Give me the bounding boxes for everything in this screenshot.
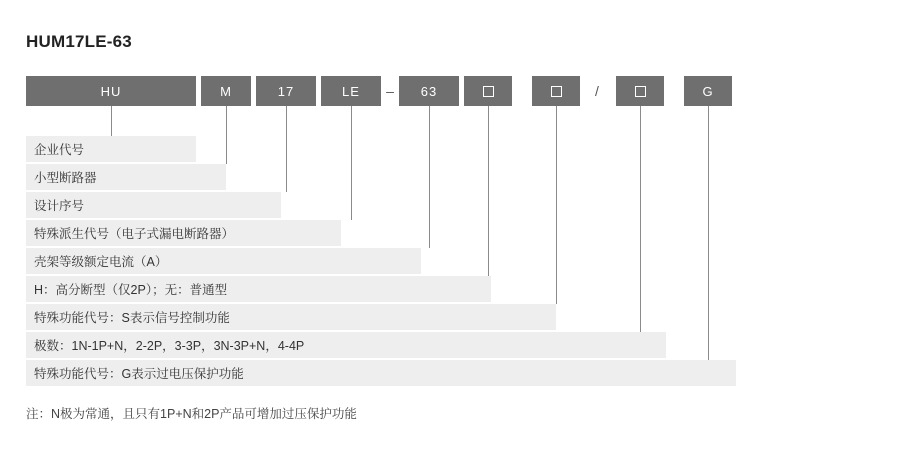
description-bar <box>26 136 196 162</box>
connector-line <box>429 106 430 248</box>
description-label: H：高分断型（仅2P）；无：普通型 <box>34 283 228 297</box>
connector-line <box>708 106 709 360</box>
description-bar <box>26 304 556 330</box>
connector-line <box>488 106 489 276</box>
connector-line <box>111 106 112 136</box>
description-label: 设计序号 <box>34 199 85 213</box>
square-icon <box>551 86 562 97</box>
code-separator: / <box>595 83 599 99</box>
description-label: 特殊功能代号：G表示过电压保护功能 <box>34 367 244 381</box>
description-label: 极数：1N-1P+N，2-2P，3-3P，3N-3P+N，4-4P <box>34 339 305 353</box>
description-bar <box>26 164 226 190</box>
square-icon <box>483 86 494 97</box>
description-bar <box>26 332 666 358</box>
connector-line <box>640 106 641 332</box>
description-bar <box>26 192 281 218</box>
connector-line <box>556 106 557 304</box>
code-segment-placeholder <box>616 76 664 106</box>
code-segment: LE <box>321 76 381 106</box>
code-segment: 17 <box>256 76 316 106</box>
description-bar <box>26 220 341 246</box>
square-icon <box>635 86 646 97</box>
description-bar <box>26 360 736 386</box>
description-label: 小型断路器 <box>34 171 97 185</box>
connector-line <box>226 106 227 164</box>
description-bar <box>26 248 421 274</box>
description-label: 特殊派生代号（电子式漏电断路器） <box>34 227 235 241</box>
description-bar <box>26 276 491 302</box>
code-segment: HU <box>26 76 196 106</box>
footnote: 注：N极为常通，且只有1P+N和2P产品可增加过压保护功能 <box>26 407 357 421</box>
connector-line <box>286 106 287 192</box>
description-label: 特殊功能代号：S表示信号控制功能 <box>34 311 230 325</box>
description-label: 企业代号 <box>34 143 85 157</box>
code-segment: 63 <box>399 76 459 106</box>
connector-line <box>351 106 352 220</box>
code-separator: – <box>386 83 394 99</box>
page-title: HUM17LE-63 <box>26 32 132 51</box>
code-segment-placeholder <box>464 76 512 106</box>
code-segment: M <box>201 76 251 106</box>
description-label: 壳架等级额定电流（A） <box>34 255 168 269</box>
code-segment: G <box>684 76 732 106</box>
code-segment-placeholder <box>532 76 580 106</box>
